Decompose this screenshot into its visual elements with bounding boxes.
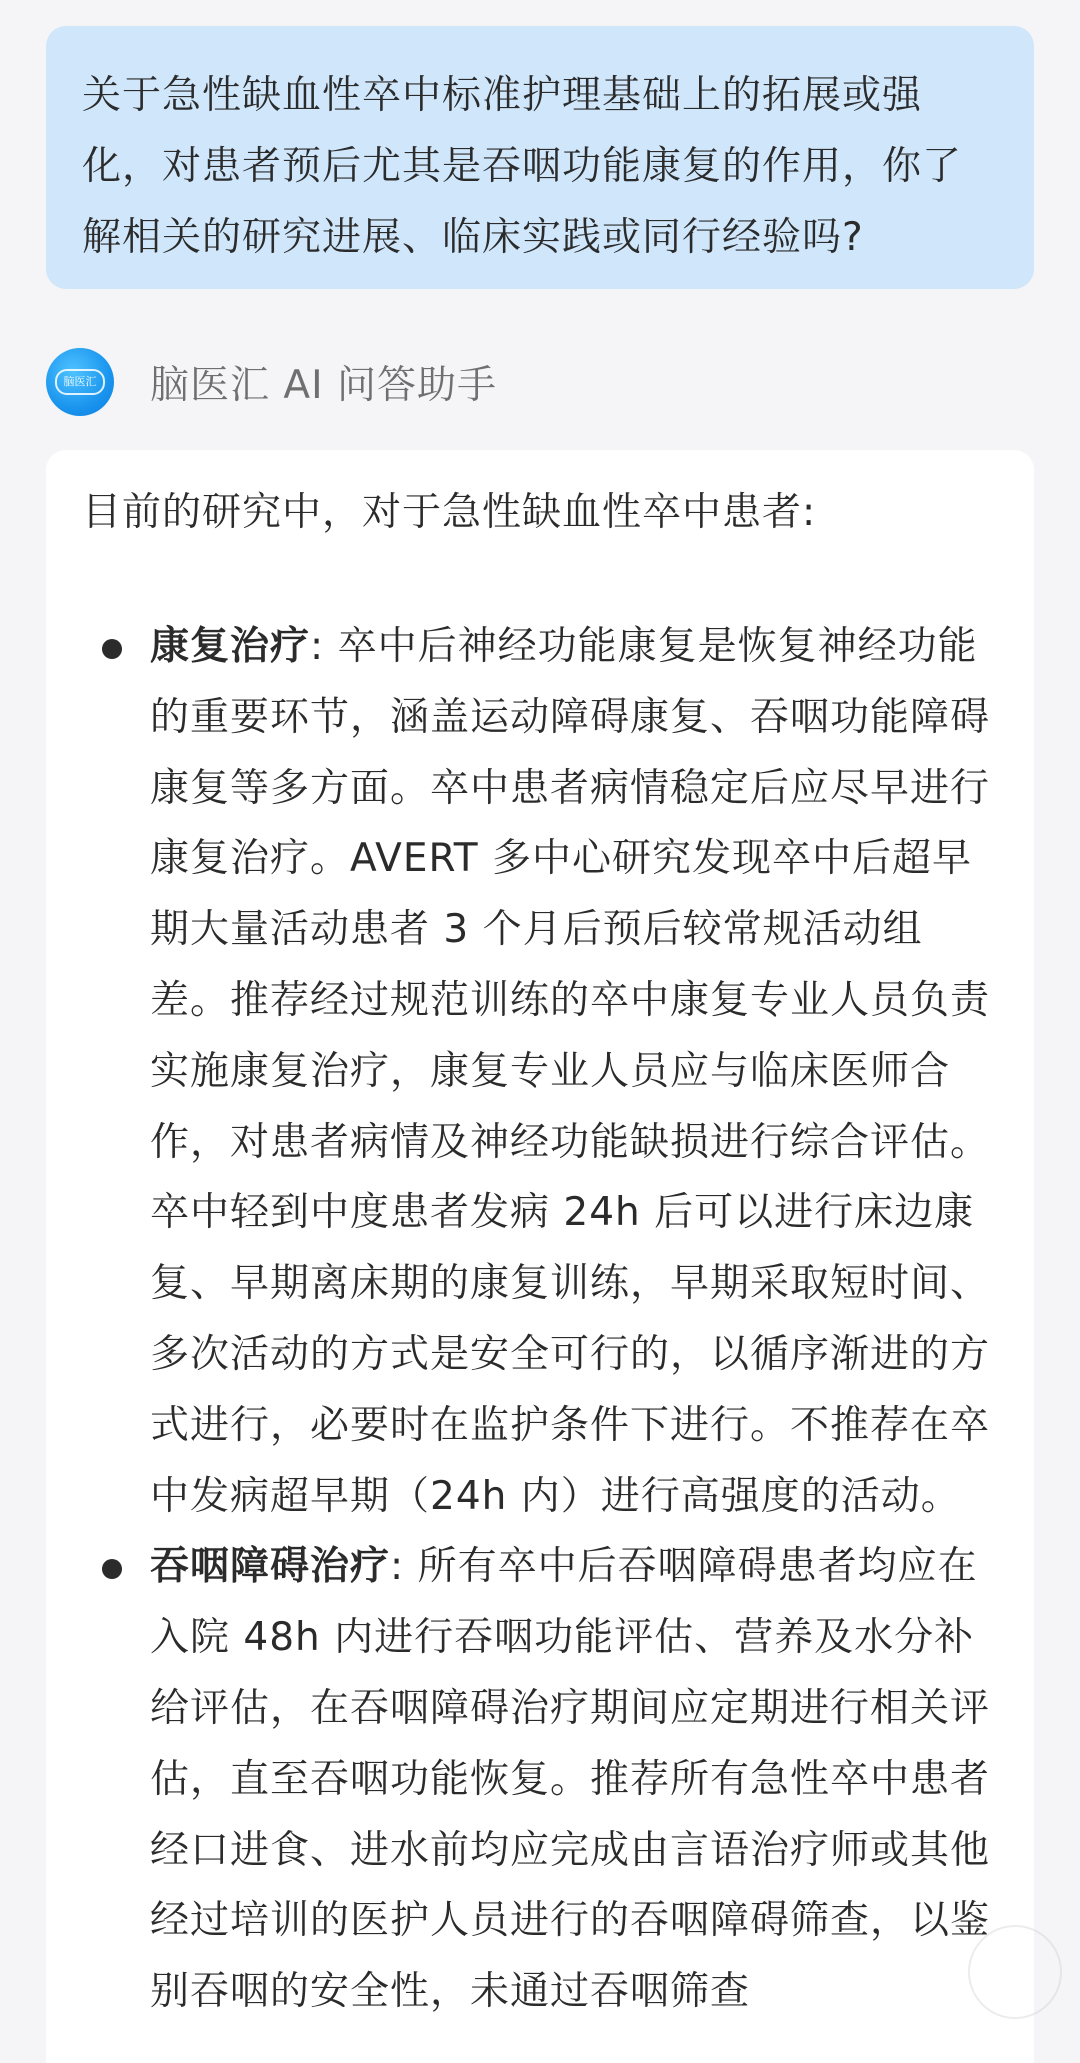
answer-intro: 目前的研究中，对于急性缺血性卒中患者: bbox=[82, 490, 817, 535]
user-message-bubble bbox=[46, 26, 1034, 289]
assistant-answer-card bbox=[46, 450, 1034, 2063]
answer-item-body: 所有卒中后吞咽障碍患者均应在入院 48h 内进行吞咽功能评估、营养及水分补给评估，在吞咽障碍治疗期间应定期进行相关评估，直至吞咽功能恢复。推荐所有急性卒中患者经口进食、进水前均应完成由言语治疗师或其他经过培训的医护人员进行的吞咽障碍筛查，以鉴别吞咽的安全性，未通过吞咽筛查 bbox=[150, 1544, 991, 2015]
answer-item-body: 卒中后神经功能康复是恢复神经功能的重要环节，涵盖运动障碍康复、吞咽功能障碍康复等多方面。卒中患者病情稳定后应尽早进行康复治疗。AVERT 多中心研究发现卒中后超早期大量活动患者 3 个月后预后较常规活动组差。推荐经过规范训练的卒中康复专业人员负责实施康复治疗，康复专业人员应与临床医师合作，对患者病情及神经功能缺损进行综合评估。卒中轻到中度患者发病 24h 后可以进行床边康复、早期离床期的康复训练，早期采取短时间、多次活动的方式是安全可行的，以循序渐进的方式进行，必要时在监护条件下进行。不推荐在卒中发病超早期（24h 内）进行高强度的活动。 bbox=[150, 624, 991, 1519]
avatar-logo-text: 脑医汇 bbox=[55, 369, 105, 395]
answer-item-separator: : bbox=[310, 624, 325, 669]
assistant-name: 脑医汇 AI 问答助手 bbox=[150, 363, 497, 408]
user-message-text: 关于急性缺血性卒中标准护理基础上的拓展或强化，对患者预后尤其是吞咽功能康复的作用，你了解相关的研究进展、临床实践或同行经验吗? bbox=[82, 73, 963, 260]
assistant-avatar bbox=[46, 348, 114, 416]
answer-list-item bbox=[82, 612, 998, 1532]
answer-item-title: 康复治疗 bbox=[150, 624, 311, 669]
bullet-icon bbox=[102, 639, 122, 659]
answer-item-separator: : bbox=[390, 1544, 405, 1590]
answer-list-item bbox=[82, 1532, 998, 2028]
bullet-icon bbox=[102, 1559, 122, 1579]
answer-item-title: 吞咽障碍治疗 bbox=[150, 1544, 391, 1590]
assistant-header bbox=[46, 348, 497, 416]
